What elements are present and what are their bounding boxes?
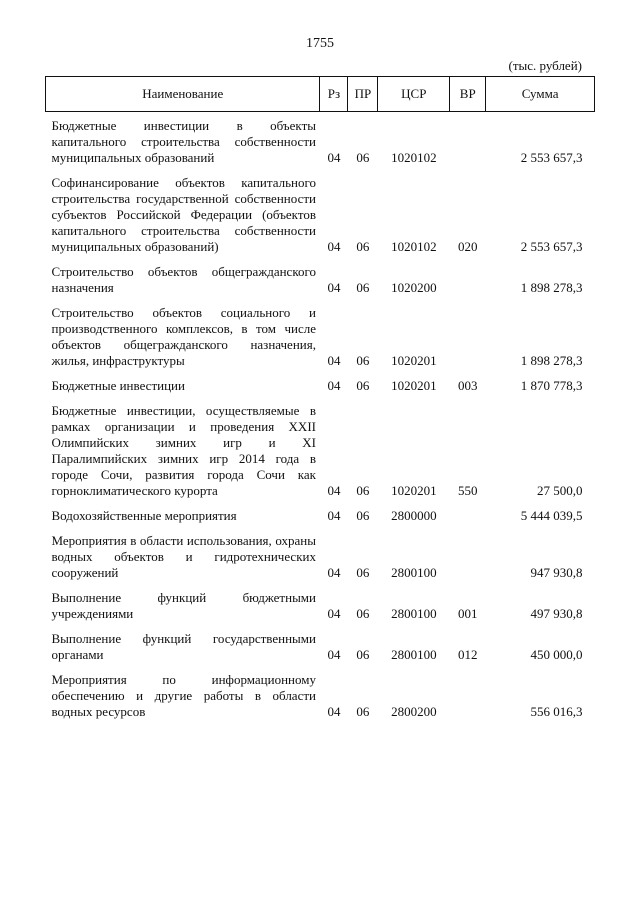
row-sum: 2 553 657,3 <box>520 239 583 254</box>
table-row <box>46 298 595 371</box>
row-csr: 1020201 <box>391 353 437 368</box>
row-rz: 04 <box>327 647 341 662</box>
row-vr <box>450 526 486 583</box>
row-vr <box>450 112 486 169</box>
table-row <box>46 624 595 665</box>
table-header-row <box>46 77 595 112</box>
row-sum: 1 870 778,3 <box>520 378 583 393</box>
row-sum: 450 000,0 <box>530 647 583 662</box>
row-name: Софинансирование объектов капитального строительства государственной собственности субъектов Российской Федерации (объектов капитального строительства собственности муниципальных образований) <box>51 175 316 254</box>
row-pr: 06 <box>356 353 370 368</box>
row-csr: 1020200 <box>391 280 437 295</box>
row-rz: 04 <box>327 606 341 621</box>
row-name: Выполнение функций государственными органами <box>51 631 316 662</box>
row-vr: 550 <box>458 483 478 498</box>
row-rz: 04 <box>327 378 341 393</box>
row-pr: 06 <box>356 508 370 523</box>
table-row <box>46 501 595 526</box>
table-row <box>46 371 595 396</box>
row-name: Водохозяйственные мероприятия <box>51 508 237 523</box>
table-row <box>46 396 595 501</box>
row-rz: 04 <box>327 704 341 719</box>
row-sum: 497 930,8 <box>530 606 583 621</box>
row-pr: 06 <box>356 565 370 580</box>
row-name: Бюджетные инвестиции, осуществляемые в рамках организации и проведения XXII Олимпийских зимних игр и XI Паралимпийских зимних игр 2014 года в городе Сочи, развития города Сочи как горноклиматического курорта <box>51 403 316 498</box>
row-csr: 2800100 <box>391 565 437 580</box>
row-pr: 06 <box>356 606 370 621</box>
header-sum: Сумма <box>486 77 595 112</box>
table-row <box>46 257 595 298</box>
row-vr: 020 <box>458 239 478 254</box>
row-sum: 1 898 278,3 <box>520 280 583 295</box>
row-csr: 1020102 <box>391 150 437 165</box>
row-sum: 2 553 657,3 <box>520 150 583 165</box>
table-row <box>46 583 595 624</box>
budget-table <box>45 76 595 722</box>
row-csr: 1020201 <box>391 378 437 393</box>
row-sum: 556 016,3 <box>530 704 583 719</box>
row-pr: 06 <box>356 378 370 393</box>
row-csr: 1020201 <box>391 483 437 498</box>
row-rz: 04 <box>327 508 341 523</box>
row-sum: 1 898 278,3 <box>520 353 583 368</box>
row-pr: 06 <box>356 647 370 662</box>
row-csr: 2800200 <box>391 704 437 719</box>
row-rz: 04 <box>327 483 341 498</box>
row-rz: 04 <box>327 353 341 368</box>
row-csr: 2800100 <box>391 606 437 621</box>
row-vr <box>450 665 486 722</box>
row-rz: 04 <box>327 150 341 165</box>
row-name: Строительство объектов социального и производственного комплексов, в том числе объектов общегражданского назначения, жилья, инфраструктуры <box>51 305 316 368</box>
row-pr: 06 <box>356 280 370 295</box>
header-csr: ЦСР <box>378 77 450 112</box>
row-csr: 1020102 <box>391 239 437 254</box>
page-number: 1755 <box>306 36 334 51</box>
row-vr <box>450 501 486 526</box>
row-pr: 06 <box>356 150 370 165</box>
row-name: Мероприятия в области использования, охраны водных объектов и гидротехнических сооружений <box>51 533 316 580</box>
row-vr <box>450 257 486 298</box>
row-vr: 001 <box>458 606 478 621</box>
units-label: (тыс. рублей) <box>508 58 582 73</box>
row-pr: 06 <box>356 704 370 719</box>
row-name: Бюджетные инвестиции <box>51 378 185 393</box>
row-vr: 012 <box>458 647 478 662</box>
row-sum: 27 500,0 <box>537 483 583 498</box>
table-row <box>46 168 595 257</box>
table-row <box>46 526 595 583</box>
table-row <box>46 112 595 169</box>
header-name: Наименование <box>46 77 320 112</box>
header-vr: ВР <box>450 77 486 112</box>
row-sum: 5 444 039,5 <box>520 508 583 523</box>
row-rz: 04 <box>327 565 341 580</box>
row-pr: 06 <box>356 239 370 254</box>
row-rz: 04 <box>327 280 341 295</box>
row-name: Бюджетные инвестиции в объекты капитального строительства собственности муниципальных образований <box>51 118 316 165</box>
header-pr: ПР <box>348 77 378 112</box>
row-sum: 947 930,8 <box>530 565 583 580</box>
table-row <box>46 665 595 722</box>
row-name: Строительство объектов общегражданского назначения <box>51 264 316 295</box>
row-rz: 04 <box>327 239 341 254</box>
row-name: Мероприятия по информационному обеспечению и другие работы в области водных ресурсов <box>51 672 316 719</box>
row-name: Выполнение функций бюджетными учреждениями <box>51 590 316 621</box>
header-rz: Рз <box>320 77 348 112</box>
row-pr: 06 <box>356 483 370 498</box>
row-vr <box>450 298 486 371</box>
row-csr: 2800100 <box>391 647 437 662</box>
row-csr: 2800000 <box>391 508 437 523</box>
row-vr: 003 <box>458 378 478 393</box>
